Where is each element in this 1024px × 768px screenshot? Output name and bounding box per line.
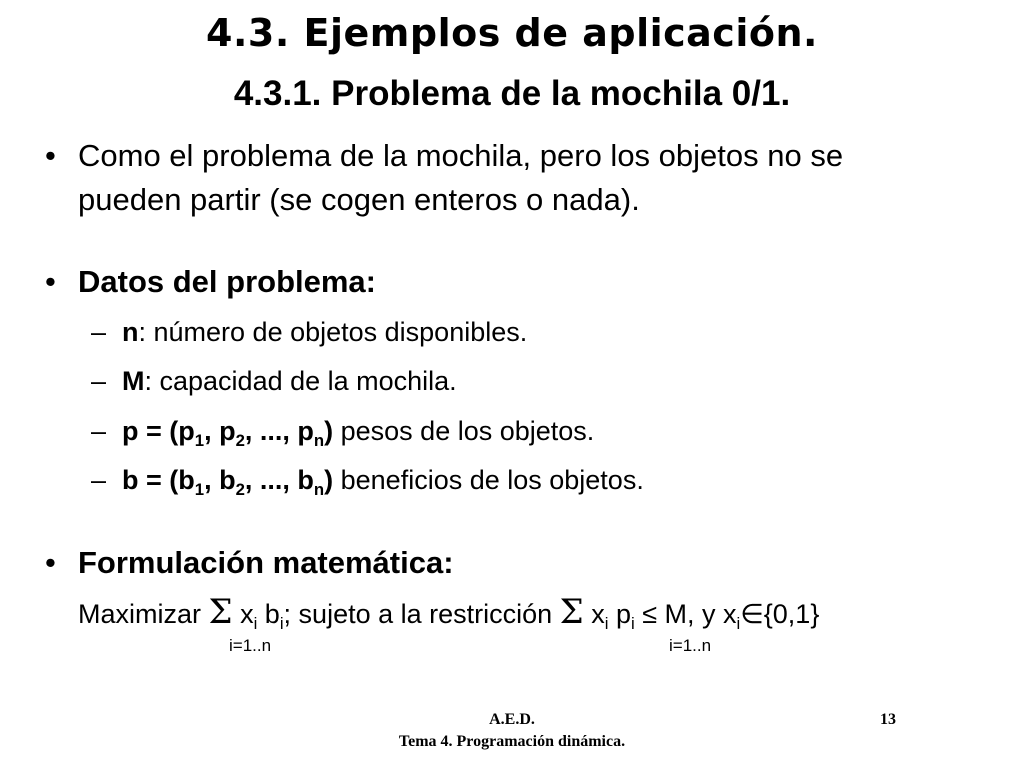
dash-marker: –: [91, 465, 107, 495]
intro-line-1: Como el problema de la mochila, pero los objetos no se: [78, 138, 844, 173]
footer-topic: Tema 4. Programación dinámica.: [398, 733, 626, 750]
dash-marker: –: [91, 416, 107, 446]
bullet-marker: •: [45, 264, 56, 299]
sigma-symbol: Σ: [208, 592, 233, 632]
term-n: n: [122, 317, 139, 347]
sum-range-1: i=1..n: [229, 636, 272, 655]
term-b: $b = (b_1$, $b_2$, ..., $b_n$): [122, 465, 334, 499]
bullet-marker: •: [45, 545, 56, 580]
slide-subtitle: 4.3.1. Problema de la mochila 0/1.: [233, 74, 791, 113]
bullet-text-intro: [78, 134, 1013, 222]
sum-range-2: i=1..n: [669, 636, 712, 655]
data-item-b: [122, 462, 644, 498]
term-m-desc: : capacidad de la mochila.: [144, 366, 457, 396]
page-number: 13: [880, 711, 896, 728]
dash-marker: –: [91, 366, 107, 396]
data-item-n: [122, 314, 527, 350]
sigma-symbol: Σ: [559, 592, 584, 632]
term-p-desc: pesos de los objetos.: [333, 416, 595, 446]
term-b-desc: beneficios de los objetos.: [333, 465, 644, 495]
dash-marker: –: [91, 317, 107, 347]
formulation-heading: Formulación matemática:: [78, 545, 454, 580]
intro-line-2: pueden partir (se cogen enteros o nada).: [78, 182, 640, 217]
term-n-desc: : número de objetos disponibles.: [138, 317, 528, 347]
term-p: $p = (p_1$, $p_2$, ..., $p_n$): [122, 416, 334, 450]
bullet-marker: •: [45, 138, 56, 173]
slide-footer: [0, 709, 1024, 753]
data-heading: Datos del problema:: [78, 264, 376, 299]
data-item-m: [122, 363, 457, 399]
slide-title: 4.3. Ejemplos de aplicación.: [206, 11, 818, 55]
term-m: M: [122, 366, 145, 396]
formula: Maximizar Σ $x_i$ $b_i$; sujeto a la restricción Σ $x_i$ $p_i \le M$, y $x_i\in\{0,1\}$: [78, 592, 820, 633]
footer-course: A.E.D.: [489, 711, 535, 728]
data-item-p: [122, 413, 594, 449]
